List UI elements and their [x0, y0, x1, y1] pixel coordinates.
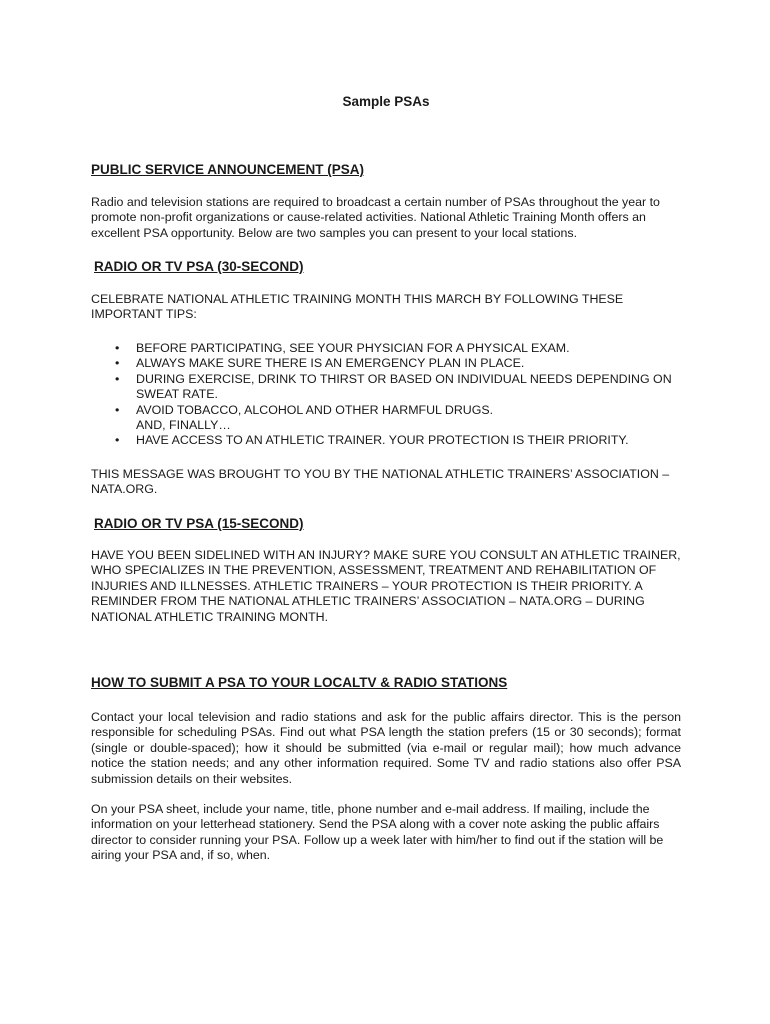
submit-paragraph-1: Contact your local television and radio stations and ask for the public affairs director. This is the person responsible for scheduling PSAs. Find out what PSA length the station prefers (15 or 30 seconds); format (single or double-spaced); how it should be submitted (via e-mail or regular mail); how much advance notice the station needs; and any other information required. Some TV and radio stations also offer PSA submission details on their websites.	[91, 710, 681, 786]
page-title: Sample PSAs	[342, 94, 430, 109]
list-item-text: AVOID TOBACCO, ALCOHOL AND OTHER HARMFUL DRUGS.	[136, 402, 494, 417]
bullet-icon: •	[115, 341, 120, 355]
interlude-line	[91, 418, 681, 433]
bullet-icon: •	[115, 371, 120, 386]
list-item	[91, 356, 681, 371]
interlude-text: AND, FINALLY…	[136, 418, 231, 433]
bullet-icon: •	[115, 433, 120, 448]
psa-15-second-heading: RADIO OR TV PSA (15-SECOND)	[94, 516, 304, 531]
list-item-text: ALWAYS MAKE SURE THERE IS AN EMERGENCY PLAN IN PLACE.	[136, 356, 525, 371]
list-item-text: BEFORE PARTICIPATING, SEE YOUR PHYSICIAN FOR A PHYSICAL EXAM.	[136, 341, 570, 355]
psa-30-second-heading: RADIO OR TV PSA (30-SECOND)	[94, 259, 304, 274]
psa-intro-paragraph: Radio and television stations are required to broadcast a certain number of PSAs throughout the year to promote non-profit organizations or cause-related activities. National Athletic Training Month offers an excellent PSA opportunity. Below are two samples you can present to your local stations.	[91, 195, 660, 240]
submit-section-heading: HOW TO SUBMIT A PSA TO YOUR LOCALTV & RADIO STATIONS	[91, 675, 508, 690]
psa-15-body-text: HAVE YOU BEEN SIDELINED WITH AN INJURY? MAKE SURE YOU CONSULT AN ATHLETIC TRAINER, WHO SPECIALIZES IN THE PREVENTION, ASSESSMENT, TREATMENT AND REHABILITATION OF INJURIES AND ILLNESSES. ATHLETIC TRAINERS – YOUR PROTECTION IS THEIR PRIORITY. A REMINDER FROM THE NATIONAL ATHLETIC TRAINERS’ ASSOCIATION – NATA.ORG – DURING NATIONAL ATHLETIC TRAINING MONTH.	[91, 548, 681, 624]
list-item	[91, 372, 681, 403]
list-item-text: HAVE ACCESS TO AN ATHLETIC TRAINER. YOUR PROTECTION IS THEIR PRIORITY.	[136, 433, 629, 448]
list-item	[91, 341, 681, 356]
psa-30-tips-list	[91, 341, 681, 449]
list-item	[91, 433, 681, 448]
bullet-icon: •	[115, 356, 120, 371]
submit-paragraph-2: On your PSA sheet, include your name, title, phone number and e-mail address. If mailing, include the information on your letterhead stationery. Send the PSA along with a cover note asking the public affairs director to consider running your PSA. Follow up a week later with him/her to find out if the station will be airing your PSA and, if so, when.	[91, 802, 664, 863]
list-item-text: DURING EXERCISE, DRINK TO THIRST OR BASED ON INDIVIDUAL NEEDS DEPENDING ON SWEAT RATE.	[136, 371, 672, 402]
psa-30-closing-text: THIS MESSAGE WAS BROUGHT TO YOU BY THE NATIONAL ATHLETIC TRAINERS’ ASSOCIATION – NATA.ORG.	[91, 467, 670, 497]
psa-section-heading: PUBLIC SERVICE ANNOUNCEMENT (PSA)	[91, 162, 365, 177]
list-item	[91, 403, 681, 418]
bullet-icon: •	[115, 402, 120, 417]
psa-30-lead-text: CELEBRATE NATIONAL ATHLETIC TRAINING MONTH THIS MARCH BY FOLLOWING THESE IMPORTANT TIPS:	[91, 292, 624, 322]
